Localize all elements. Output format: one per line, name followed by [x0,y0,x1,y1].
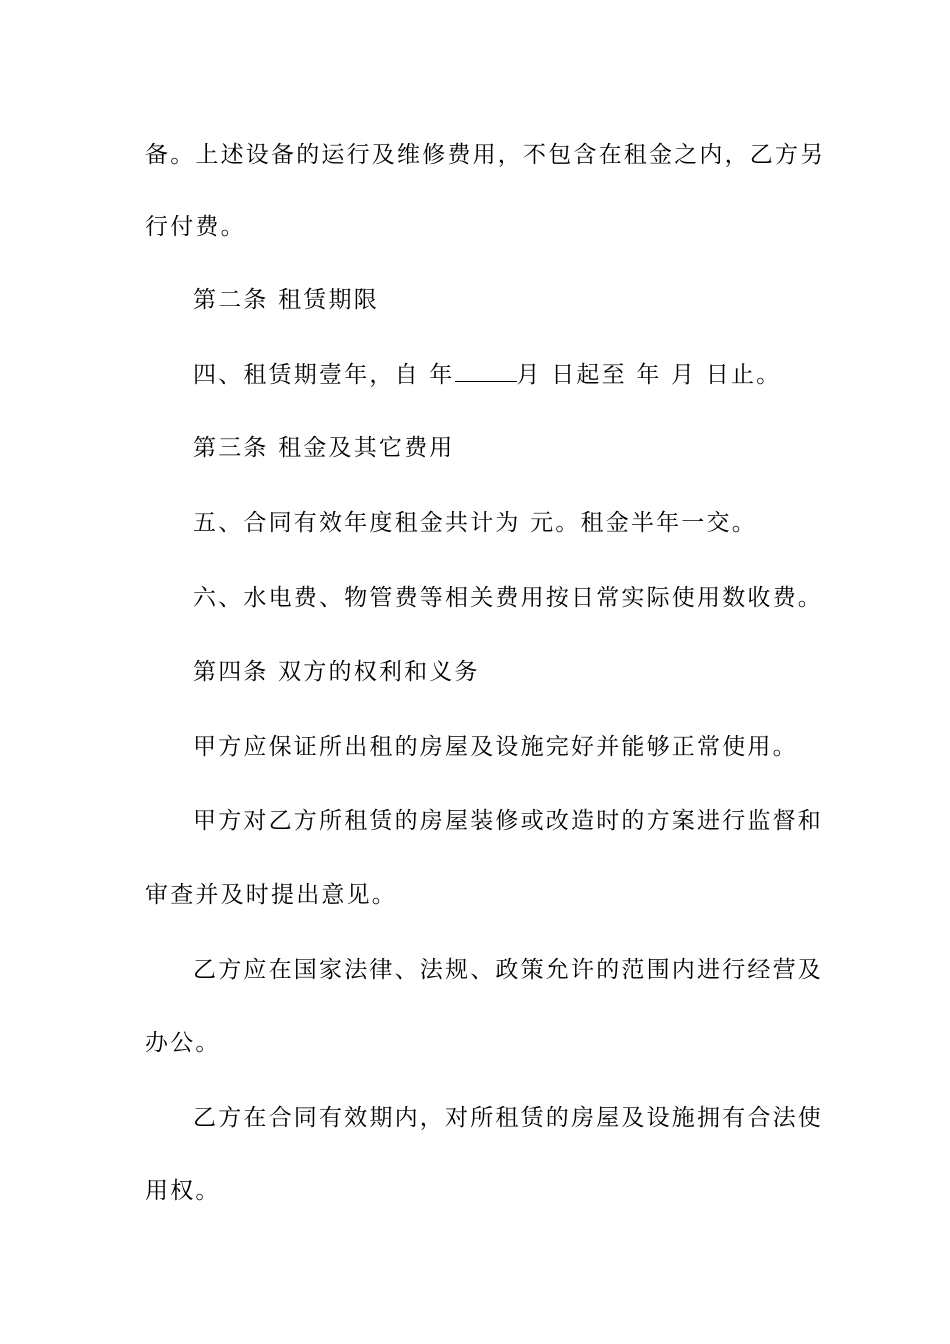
section-heading: 第三条 租金及其它费用 [193,435,455,461]
text-line: 备。上述设备的运行及维修费用，不包含在租金之内，乙方另 [145,142,826,168]
text-line [193,360,863,390]
text-line: 甲方应保证所出租的房屋及设施完好并能够正常使用。 [193,734,798,760]
text-line: 乙方应在国家法律、法规、政策允许的范围内进行经营及 [193,957,823,983]
text-line: 乙方在合同有效期内，对所租赁的房屋及设施拥有合法使 [193,1105,823,1131]
text-line: 甲方对乙方所租赁的房屋装修或改造时的方案进行监督和 [193,808,823,834]
month-blank [455,361,517,382]
lease-term-end: 月 日起至 年 月 日止。 [516,362,782,388]
text-line: 用权。 [145,1178,221,1204]
text-line: 审查并及时提出意见。 [145,882,397,908]
lease-term-start: 四、租赁期壹年，自 年 [193,362,455,388]
text-line: 办公。 [145,1030,221,1056]
section-heading: 第二条 租赁期限 [193,287,379,313]
text-line: 五、合同有效年度租金共计为 元。租金半年一交。 [193,510,757,536]
section-heading: 第四条 双方的权利和义务 [193,659,480,685]
text-line: 行付费。 [145,214,246,240]
text-line: 六、水电费、物管费等相关费用按日常实际使用数收费。 [193,585,823,611]
